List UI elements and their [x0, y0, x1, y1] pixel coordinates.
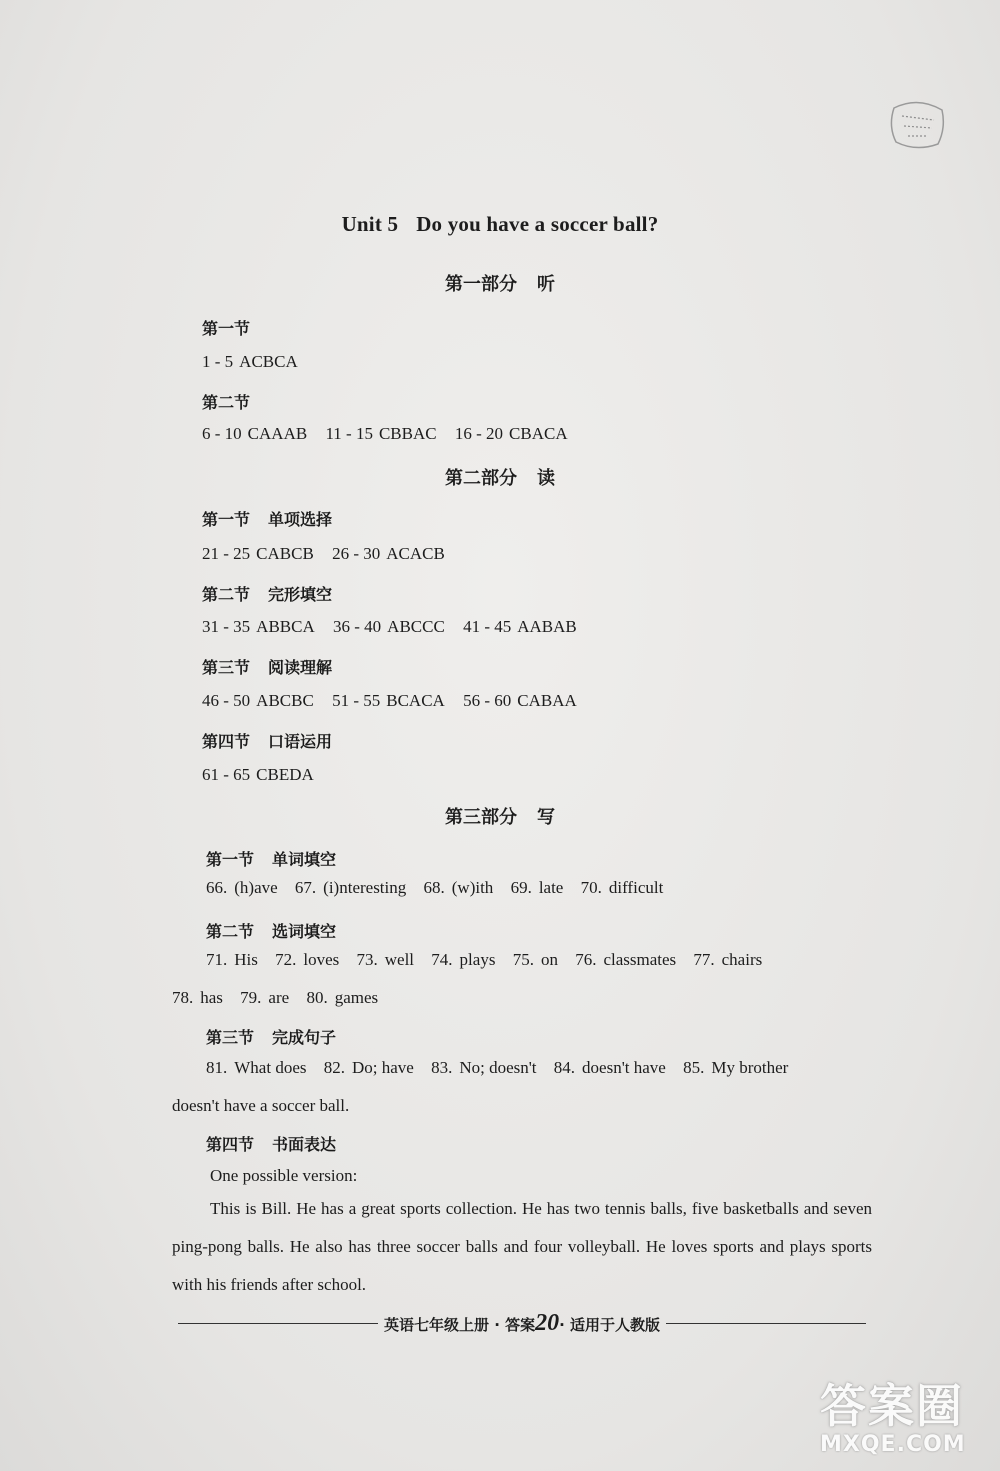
p3-section-1-heading: 第一节 单词填空 — [206, 850, 337, 869]
p3-section-3-heading: 第三节 完成句子 — [206, 1028, 337, 1047]
p2-section-3-heading: 第三节 阅读理解 — [202, 658, 333, 677]
p3-section-2-heading: 第二节 选词填空 — [206, 922, 337, 941]
answer-item: 81. What does — [206, 1058, 307, 1077]
p3-section-1-answers — [206, 878, 676, 898]
unit-name: Do you have a soccer ball? — [416, 212, 659, 236]
answer-group: 21 - 25 CABCB — [202, 544, 314, 563]
p1-section-2-answers — [202, 424, 582, 444]
answer-item: 67. (i)nteresting — [294, 878, 407, 897]
answer-group: 31 - 35 ABBCA — [202, 617, 315, 636]
p3-section-3-continuation: doesn't have a soccer ball. — [172, 1096, 350, 1115]
part-3-heading — [0, 803, 1000, 829]
answer-item: 68. (w)ith — [423, 878, 494, 897]
corner-stamp-icon — [888, 98, 948, 150]
p1-section-2-heading — [202, 390, 250, 413]
answer-group: 46 - 50 ABCBC — [202, 691, 314, 710]
essay-intro: One possible version: — [210, 1166, 358, 1185]
footer-text — [384, 1310, 660, 1337]
answer-item: 84. doesn't have — [553, 1058, 666, 1077]
answer-item: 74. plays — [431, 950, 496, 969]
answer-item: 76. classmates — [575, 950, 677, 969]
answer-item: 72. loves — [275, 950, 340, 969]
part-2-heading — [0, 464, 1000, 490]
answer-group: 6 - 10 CAAAB — [202, 424, 308, 443]
p2-section-2-answers — [202, 617, 591, 637]
answer-group: 51 - 55 BCACA — [332, 691, 445, 710]
part-3-label: 第三部分 — [445, 807, 517, 828]
p2-section-4-heading: 第四节 口语运用 — [202, 732, 333, 751]
answer-item: 71. His — [206, 950, 258, 969]
answer-item: 77. chairs — [693, 950, 763, 969]
answer-item: 83. No; doesn't — [431, 1058, 537, 1077]
p2-section-3-answers — [202, 691, 591, 711]
footer-edition: · 适用于人教版 — [559, 1315, 661, 1334]
p3-section-4-heading: 第四节 书面表达 — [206, 1135, 337, 1154]
footer-book-title: 英语七年级上册 · 答案 — [383, 1315, 536, 1334]
p2-section-1-answers — [202, 544, 459, 564]
section-label: 第二节 — [202, 393, 251, 412]
answer-item: 80. games — [306, 988, 379, 1007]
answer-item: 69. late — [510, 878, 564, 897]
site-watermark-logo — [820, 1370, 990, 1466]
p1-section-1-answers — [202, 352, 312, 372]
watermark-cn: 答案圈 — [820, 1379, 964, 1433]
answer-item: 82. Do; have — [323, 1058, 414, 1077]
answer-group: 41 - 45 AABAB — [463, 617, 577, 636]
answer-item: 75. on — [512, 950, 558, 969]
p3-section-2-answers-line-1 — [206, 950, 775, 970]
answer-item: 73. well — [356, 950, 415, 969]
answer-item: 79. are — [240, 988, 290, 1007]
answer-item: 70. difficult — [580, 878, 664, 897]
p3-section-3-answers — [206, 1058, 801, 1078]
essay-text: This is Bill. He has a great sports collection. He has two tennis balls, five basketballs and seven ping-pong balls. He also has three soccer balls and four volleyball. He loves sports and plays sports with his friends after school. — [172, 1199, 872, 1294]
part-2-label: 第二部分 — [445, 468, 517, 489]
answer-group: 1 - 5 ACBCA — [202, 352, 298, 371]
p3-section-2-answers-line-2 — [172, 988, 391, 1008]
p1-section-1-heading — [202, 316, 250, 339]
unit-title — [0, 212, 1000, 237]
page-number: 20 — [535, 1309, 560, 1336]
answer-item: 78. has — [172, 988, 223, 1007]
answer-group: 11 - 15 CBBAC — [325, 424, 437, 443]
part-1-heading — [0, 270, 1000, 296]
answer-group: 61 - 65 CBEDA — [202, 765, 314, 784]
footer-rule-right — [666, 1323, 866, 1324]
footer-rule-left — [178, 1323, 378, 1324]
p2-section-1-heading: 第一节 单项选择 — [202, 510, 333, 529]
part-2-skill: 读 — [537, 468, 555, 489]
section-label: 第一节 — [202, 319, 251, 338]
page-footer — [172, 1303, 872, 1343]
unit-number: Unit 5 — [341, 212, 399, 236]
answer-item: 85. My brother — [683, 1058, 789, 1077]
answer-group: 26 - 30 ACACB — [332, 544, 445, 563]
p2-section-4-answers — [202, 765, 328, 785]
part-1-skill: 听 — [537, 274, 555, 295]
part-1-label: 第一部分 — [445, 274, 517, 295]
answer-item: 66. (h)ave — [206, 878, 278, 897]
watermark-url: MXQE.COM — [820, 1432, 966, 1457]
answer-group: 16 - 20 CBACA — [454, 424, 568, 443]
part-3-skill: 写 — [537, 807, 555, 828]
answer-group: 56 - 60 CABAA — [463, 691, 577, 710]
answer-group: 36 - 40 ABCCC — [333, 617, 445, 636]
p2-section-2-heading: 第二节 完形填空 — [202, 585, 333, 604]
